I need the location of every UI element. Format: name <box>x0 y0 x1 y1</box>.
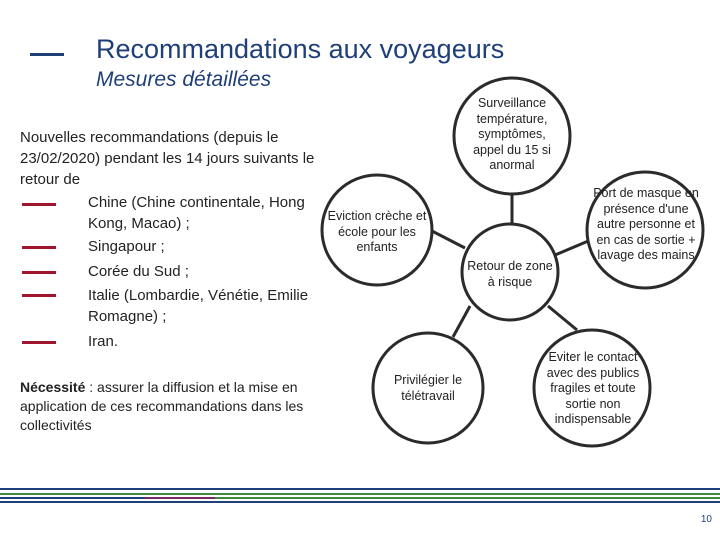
country-item: Corée du Sud ; <box>88 263 189 280</box>
node-mask: Port de masque en présence d'une autre personne et en cas de sortie + lavage des mains <box>593 186 699 262</box>
country-item: Chine (Chine continentale, Hong Kong, Macao) ; <box>88 194 305 232</box>
center-node: Retour de zone à risque <box>467 259 553 289</box>
necessity-label: Nécessité <box>20 379 86 395</box>
footer-bar <box>0 488 720 490</box>
slide-title: Recommandations aux voyageurs <box>96 34 505 64</box>
country-item: Italie (Lombardie, Vénétie, Emilie Romagne) ; <box>88 287 309 325</box>
node-school: Eviction crèche et école pour les enfants <box>327 209 427 254</box>
footer-bar-accent <box>145 497 215 499</box>
connector <box>548 306 577 330</box>
footer-bar <box>0 497 145 499</box>
footer-bar <box>215 497 720 499</box>
connector <box>430 230 465 248</box>
slide-subtitle: Mesures détaillées <box>96 68 272 91</box>
connector <box>453 306 470 337</box>
country-item: Singapour ; <box>88 238 165 255</box>
footer-bar <box>0 493 720 495</box>
page-number: 10 <box>700 514 712 525</box>
intro-text: Nouvelles recommandations (depuis le 23/02/2020) pendant les 14 jours suivants le retour de <box>20 129 315 188</box>
node-avoid-contact: Eviter le contact avec des publics fragiles et toute sortie non indispensable <box>546 350 640 426</box>
necessity-text: : assurer la diffusion et la mise en application de ces recommandations dans les collectivités <box>20 379 304 433</box>
node-telework: Privilégier le télétravail <box>393 373 463 403</box>
node-monitoring: Surveillance température, symptômes, appel du 15 si anormal <box>473 96 551 172</box>
country-item: Iran. <box>88 333 119 350</box>
footer-bar <box>0 501 720 503</box>
